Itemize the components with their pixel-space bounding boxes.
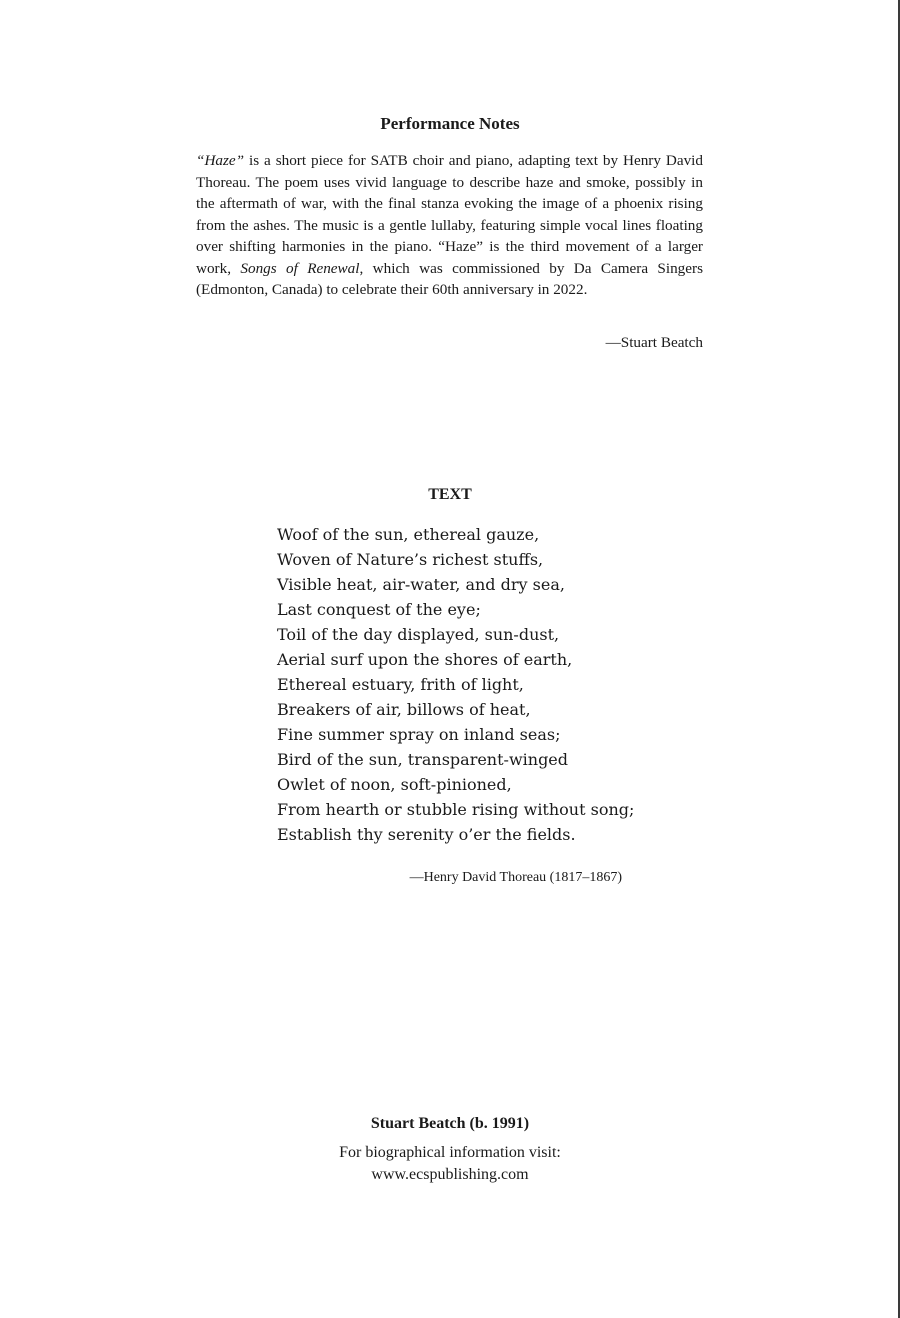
poem-line: Breakers of air, billows of heat, xyxy=(277,700,531,719)
poem-line: From hearth or stubble rising without song; xyxy=(277,800,635,819)
poem-line: Aerial surf upon the shores of earth, xyxy=(277,650,573,669)
notes-text-part-2: , which was commissioned by Da Camera Singers (Edmonton, Canada) to celebrate their 60th anniversary in 2022. xyxy=(196,259,703,298)
poem-line: Bird of the sun, transparent-winged xyxy=(277,750,569,769)
publisher-website: www.ecspublishing.com xyxy=(371,1166,529,1183)
performance-notes-body xyxy=(196,150,703,301)
piece-title: “Haze” xyxy=(196,152,245,169)
bio-info-line: For biographical information visit: xyxy=(339,1144,561,1161)
poem-line: Fine summer spray on inland seas; xyxy=(277,725,561,744)
poem-line: Establish thy serenity o’er the fields. xyxy=(277,825,576,844)
poem-line: Visible heat, air-water, and dry sea, xyxy=(277,575,565,594)
text-section-title: TEXT xyxy=(428,486,472,503)
poem-line: Woven of Nature’s richest stuffs, xyxy=(277,550,544,569)
poem-line: Toil of the day displayed, sun-dust, xyxy=(277,625,560,644)
poem-line: Ethereal estuary, frith of light, xyxy=(277,675,524,694)
poem-attribution: —Henry David Thoreau (1817–1867) xyxy=(409,870,622,885)
poem-line: Owlet of noon, soft-pinioned, xyxy=(277,775,512,794)
notes-signature: —Stuart Beatch xyxy=(605,334,703,351)
composer-name: Stuart Beatch (b. 1991) xyxy=(370,1115,530,1132)
notes-text-part-1: is a short piece for SATB choir and piano, adapting text by Henry David Thoreau. The poem uses vivid language to describe haze and smoke, possibly in the aftermath of war, with the final stanza evoking the image of a phoenix rising from the ashes. The music is a gentle lullaby, featuring simple vocal lines floating over shifting harmonies in the piano. “Haze” is the third movement of a larger work, xyxy=(196,152,703,277)
poem-line: Last conquest of the eye; xyxy=(277,600,481,619)
poem-line: Woof of the sun, ethereal gauze, xyxy=(277,525,540,544)
poem xyxy=(277,522,634,847)
work-title: Songs of Renewal xyxy=(240,259,360,277)
performance-notes-title: Performance Notes xyxy=(380,114,520,133)
